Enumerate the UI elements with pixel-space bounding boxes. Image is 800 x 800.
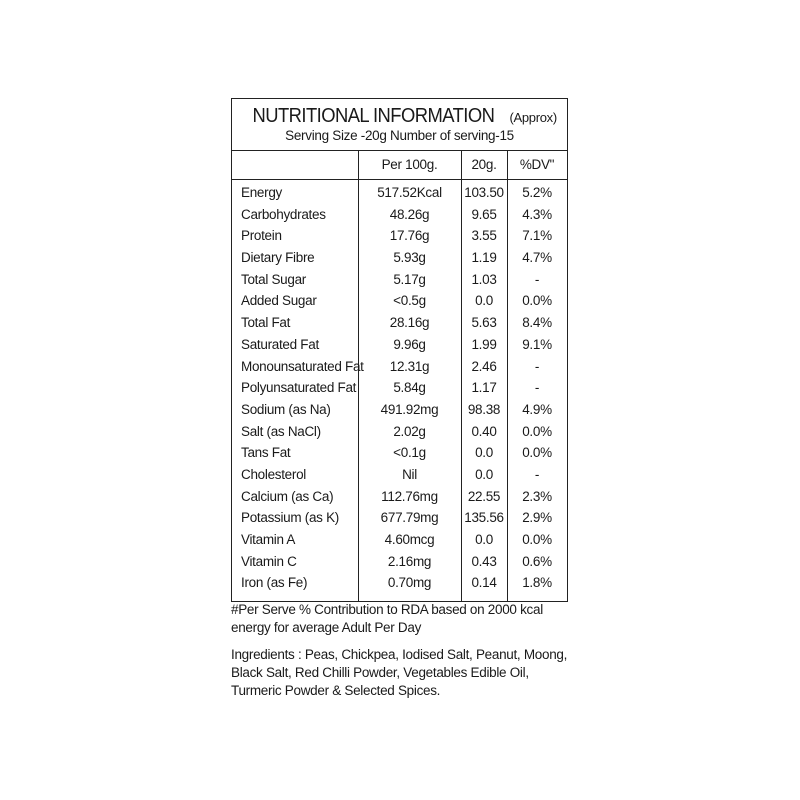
nutrient-grid (232, 151, 567, 601)
value-per20: 0.43 (471, 553, 497, 569)
value-dv: 2.9% (522, 510, 552, 526)
value-per100: 112.76mg (381, 488, 438, 504)
table-row (232, 269, 567, 291)
value-dv: 1.8% (522, 575, 552, 591)
nutrient-name: Saturated Fat (241, 336, 319, 352)
value-per100: 5.84g (393, 380, 426, 396)
value-per100: 0.70mg (387, 575, 432, 591)
value-dv: 2.3% (522, 488, 552, 504)
value-dv: 0.0% (522, 423, 552, 439)
value-per20: 0.40 (471, 423, 497, 439)
approx-label: (Approx) (509, 110, 557, 125)
value-per20: 1.03 (471, 271, 497, 287)
ingredients-line: Black Salt, Red Chilli Powder, Vegetables Edible Oil, (231, 665, 529, 680)
table-row (232, 225, 567, 247)
value-per100: Nil (402, 466, 417, 482)
nutrient-name: Dietary Fibre (241, 250, 315, 266)
value-dv: 7.1% (522, 228, 552, 244)
value-per100: 48.26g (389, 206, 430, 222)
nutrition-title: NUTRITIONAL INFORMATION (252, 105, 495, 127)
value-per20: 0.0 (475, 293, 493, 309)
nutrient-name: Salt (as NaCl) (241, 423, 321, 439)
ingredients-line: Turmeric Powder & Selected Spices. (231, 683, 441, 698)
nutrient-name: Protein (241, 228, 282, 244)
ingredients (231, 646, 576, 700)
nutrient-name: Total Fat (241, 315, 291, 331)
table-row (232, 399, 567, 421)
table-row (232, 334, 567, 356)
value-per20: 3.55 (471, 228, 497, 244)
value-dv: 0.0% (522, 445, 552, 461)
value-dv: 0.6% (522, 553, 552, 569)
nutrient-name: Vitamin C (241, 553, 297, 569)
table-row (232, 442, 567, 464)
value-dv: 4.3% (522, 206, 552, 222)
value-per20: 2.46 (471, 358, 497, 374)
value-per20: 103.50 (464, 185, 504, 200)
nutrient-name: Potassium (as K) (241, 510, 339, 526)
value-per100: 2.02g (393, 423, 426, 439)
serving-info: Serving Size -20g Number of serving-15 (285, 128, 514, 143)
nutrient-name: Cholesterol (241, 466, 306, 482)
value-dv: 0.0% (522, 293, 552, 309)
ingredients-line: Ingredients : Peas, Chickpea, Iodised Salt, Peanut, Moong, (231, 647, 568, 662)
value-dv: 5.2% (522, 185, 552, 200)
value-per100: 5.93g (393, 250, 426, 266)
value-dv: - (534, 380, 540, 396)
value-per20: 1.19 (471, 250, 497, 266)
nutrient-name: Monounsaturated Fat (241, 358, 364, 374)
value-per20: 0.14 (471, 575, 497, 591)
table-row (232, 377, 567, 399)
value-dv: 9.1% (522, 336, 552, 352)
nutrient-name: Total Sugar (241, 271, 306, 287)
nutrient-name: Polyunsaturated Fat (241, 380, 357, 396)
title-line (232, 105, 567, 127)
value-per20: 1.17 (471, 380, 497, 396)
table-row (232, 551, 567, 573)
nutrient-name: Carbohydrates (241, 206, 326, 222)
value-per20: 135.56 (464, 510, 504, 526)
col-header-dv: %DV" (519, 157, 555, 172)
value-per100: 17.76g (389, 228, 430, 244)
value-dv: 0.0% (522, 532, 552, 547)
value-per100: <0.1g (393, 445, 426, 461)
value-per20: 5.63 (471, 315, 497, 331)
value-per100: 491.92mg (380, 401, 439, 417)
value-per20: 22.55 (467, 488, 501, 504)
value-per20: 0.0 (475, 466, 493, 482)
value-per100: 12.31g (389, 358, 430, 374)
table-row (232, 572, 567, 594)
table-row (232, 421, 567, 443)
table-row (232, 247, 567, 269)
table-header (232, 99, 567, 151)
label-notes (231, 601, 576, 700)
table-row (232, 507, 567, 529)
value-per20: 1.99 (471, 336, 497, 352)
table-row (232, 486, 567, 508)
table-row (232, 312, 567, 334)
value-dv: - (534, 271, 540, 287)
rda-note-line: energy for average Adult Per Day (231, 620, 422, 635)
rda-note-line: #Per Serve % Contribution to RDA based on 2000 kcal (231, 602, 543, 617)
col-header-per100: Per 100g. (381, 157, 438, 172)
nutrition-table (231, 98, 568, 602)
value-per20: 98.38 (467, 401, 501, 417)
value-per20: 9.65 (471, 206, 497, 222)
nutrient-name: Added Sugar (241, 293, 317, 309)
nutrient-name: Calcium (as Ca) (241, 488, 334, 504)
value-dv: 4.9% (522, 401, 552, 417)
value-per100: 5.17g (393, 271, 426, 287)
value-per100: 517.52Kcal (377, 185, 442, 200)
col-header-per20: 20g. (471, 157, 497, 172)
nutrient-name: Iron (as Fe) (241, 575, 308, 591)
table-row (232, 290, 567, 312)
table-row (232, 356, 567, 378)
value-dv: - (534, 466, 540, 482)
value-per20: 0.0 (475, 532, 493, 547)
value-dv: 8.4% (522, 315, 552, 331)
value-per100: 677.79mg (380, 510, 439, 526)
table-row (232, 182, 567, 204)
nutrient-name: Vitamin A (241, 532, 296, 547)
nutrient-name: Energy (241, 185, 282, 200)
header-divider (232, 179, 567, 180)
value-dv: - (534, 358, 540, 374)
value-per20: 0.0 (475, 445, 493, 461)
value-per100: 2.16mg (387, 553, 432, 569)
nutrient-name: Sodium (as Na) (241, 401, 331, 417)
table-row (232, 204, 567, 226)
value-per100: <0.5g (393, 293, 426, 309)
value-per100: 9.96g (393, 336, 426, 352)
value-per100: 4.60mcg (384, 532, 435, 547)
value-per100: 28.16g (389, 315, 430, 331)
table-row (232, 529, 567, 551)
nutrient-rows (232, 182, 567, 594)
value-dv: 4.7% (522, 250, 552, 266)
table-row (232, 464, 567, 486)
nutrient-name: Tans Fat (241, 445, 291, 461)
